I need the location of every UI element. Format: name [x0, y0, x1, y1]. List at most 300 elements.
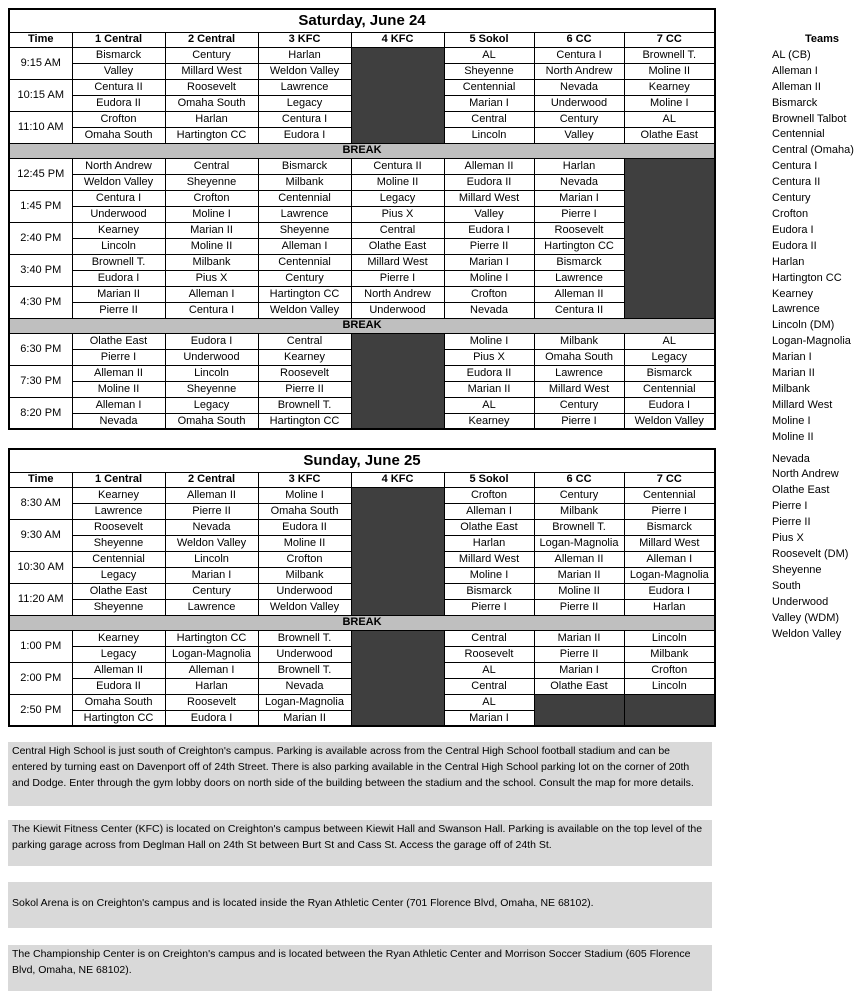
- team-cell: Crofton: [258, 551, 351, 567]
- team-cell: Marian I: [165, 567, 258, 583]
- team-cell: Logan-Magnolia: [624, 567, 715, 583]
- time-slot: 11:10 AM: [9, 111, 72, 143]
- game-row: [9, 47, 715, 63]
- col-header-court: 3 KFC: [258, 472, 351, 487]
- team-cell: Lincoln: [72, 238, 165, 254]
- team-cell: Hartington CC: [258, 413, 351, 429]
- team-cell: Milbank: [258, 567, 351, 583]
- team-cell: Centura I: [72, 190, 165, 206]
- team-cell: Alleman II: [444, 158, 534, 174]
- col-header-court: 1 Central: [72, 472, 165, 487]
- team-cell: Roosevelt: [444, 646, 534, 662]
- team-cell: Millard West: [165, 63, 258, 79]
- col-header-time: Time: [9, 32, 72, 47]
- team-cell: Sheyenne: [165, 174, 258, 190]
- time-slot: 7:30 PM: [9, 365, 72, 397]
- break-label: BREAK: [9, 615, 715, 630]
- time-slot: 2:40 PM: [9, 222, 72, 254]
- unused-court-cell: [624, 158, 715, 318]
- team-list-item: Olathe East: [772, 484, 830, 497]
- team-cell: Weldon Valley: [258, 599, 351, 615]
- team-cell: Legacy: [72, 567, 165, 583]
- sokol-note: Sokol Arena is on Creighton's campus and is located inside the Ryan Athletic Center (701 Florence Blvd, Omaha, NE 68102).: [8, 882, 712, 928]
- team-cell: Milbank: [624, 646, 715, 662]
- team-cell: Central: [351, 222, 444, 238]
- team-cell: Millard West: [444, 190, 534, 206]
- team-cell: Harlan: [624, 599, 715, 615]
- team-cell: Nevada: [165, 519, 258, 535]
- team-cell: Marian II: [165, 222, 258, 238]
- team-cell: Nevada: [444, 302, 534, 318]
- team-cell: Centura II: [72, 79, 165, 95]
- team-cell: Underwood: [72, 206, 165, 222]
- team-cell: Moline I: [624, 95, 715, 111]
- team-cell: Crofton: [444, 286, 534, 302]
- col-header-court: 3 KFC: [258, 32, 351, 47]
- sunday-schedule-table: [8, 448, 716, 727]
- team-cell: Moline II: [534, 583, 624, 599]
- team-cell: Roosevelt: [165, 79, 258, 95]
- team-cell: Roosevelt: [534, 222, 624, 238]
- col-header-court: 1 Central: [72, 32, 165, 47]
- team-cell: Kearney: [624, 79, 715, 95]
- team-cell: Omaha South: [165, 95, 258, 111]
- team-list-item: Weldon Valley: [772, 627, 842, 640]
- team-cell: Moline I: [444, 333, 534, 349]
- time-slot: 11:20 AM: [9, 583, 72, 615]
- team-list-item: Moline II: [772, 430, 814, 443]
- team-cell: Legacy: [624, 349, 715, 365]
- team-cell: Alleman I: [165, 662, 258, 678]
- team-cell: Brownell T.: [258, 397, 351, 413]
- team-cell: Brownell T.: [258, 630, 351, 646]
- team-cell: Centennial: [444, 79, 534, 95]
- team-cell: Underwood: [351, 302, 444, 318]
- unused-court-cell: [624, 694, 715, 726]
- game-row: [9, 487, 715, 503]
- championship-center-note: The Championship Center is on Creighton's campus and is located between the Ryan Athletic Center and Morrison Soccer Stadium (605 Florence Blvd, Omaha, NE 68102).: [8, 945, 712, 991]
- team-cell: Lawrence: [258, 206, 351, 222]
- team-list-item: Bismarck: [772, 96, 818, 109]
- team-cell: Kearney: [258, 349, 351, 365]
- team-cell: Omaha South: [72, 127, 165, 143]
- team-list-item: Centura I: [772, 160, 818, 173]
- team-cell: Alleman I: [444, 503, 534, 519]
- team-cell: Hartington CC: [72, 710, 165, 726]
- team-cell: Underwood: [165, 349, 258, 365]
- time-slot: 1:45 PM: [9, 190, 72, 222]
- team-cell: Alleman I: [72, 397, 165, 413]
- team-cell: Eudora I: [444, 222, 534, 238]
- team-cell: Weldon Valley: [624, 413, 715, 429]
- time-slot: 2:00 PM: [9, 662, 72, 694]
- time-slot: 9:30 AM: [9, 519, 72, 551]
- col-header-court: 6 CC: [534, 32, 624, 47]
- col-header-court: 2 Central: [165, 472, 258, 487]
- team-list-item: Pius X: [772, 532, 804, 545]
- time-slot: 3:40 PM: [9, 254, 72, 286]
- team-cell: Alleman I: [258, 238, 351, 254]
- team-cell: Crofton: [624, 662, 715, 678]
- time-slot: 8:20 PM: [9, 397, 72, 429]
- team-cell: Centennial: [72, 551, 165, 567]
- team-cell: Moline II: [72, 381, 165, 397]
- team-cell: Marian I: [444, 710, 534, 726]
- team-cell: Pierre II: [444, 238, 534, 254]
- time-slot: 1:00 PM: [9, 630, 72, 662]
- team-cell: Century: [534, 111, 624, 127]
- team-cell: AL: [624, 333, 715, 349]
- team-cell: Pius X: [165, 270, 258, 286]
- time-slot: 2:50 PM: [9, 694, 72, 726]
- game-row: [9, 302, 715, 318]
- team-cell: Omaha South: [534, 349, 624, 365]
- team-cell: Lincoln: [624, 678, 715, 694]
- game-row: [9, 158, 715, 174]
- team-cell: Hartington CC: [165, 127, 258, 143]
- col-header-court: 5 Sokol: [444, 472, 534, 487]
- team-cell: Roosevelt: [258, 365, 351, 381]
- team-cell: Crofton: [72, 111, 165, 127]
- team-cell: Pierre I: [72, 349, 165, 365]
- game-row: [9, 190, 715, 206]
- team-cell: AL: [444, 397, 534, 413]
- team-cell: Marian II: [72, 286, 165, 302]
- team-cell: Bismarck: [624, 519, 715, 535]
- team-cell: Century: [165, 47, 258, 63]
- team-cell: Lawrence: [165, 599, 258, 615]
- time-slot: 9:15 AM: [9, 47, 72, 79]
- team-cell: Centura II: [534, 302, 624, 318]
- team-cell: Pierre II: [165, 503, 258, 519]
- team-cell: Pius X: [351, 206, 444, 222]
- team-cell: Alleman II: [534, 551, 624, 567]
- team-cell: Marian II: [534, 567, 624, 583]
- unused-court-cell: [534, 694, 624, 726]
- unused-court-cell: [351, 630, 444, 726]
- team-cell: North Andrew: [72, 158, 165, 174]
- team-cell: Eudora I: [165, 333, 258, 349]
- team-cell: Harlan: [534, 158, 624, 174]
- team-cell: Weldon Valley: [72, 174, 165, 190]
- team-cell: Logan-Magnolia: [165, 646, 258, 662]
- team-cell: Marian I: [444, 95, 534, 111]
- team-cell: North Andrew: [534, 63, 624, 79]
- team-cell: Underwood: [534, 95, 624, 111]
- team-list-item: AL (CB): [772, 48, 811, 61]
- team-cell: Underwood: [258, 583, 351, 599]
- team-cell: Sheyenne: [72, 535, 165, 551]
- team-cell: Moline II: [351, 174, 444, 190]
- team-cell: Valley: [72, 63, 165, 79]
- team-cell: Lincoln: [165, 365, 258, 381]
- team-cell: Centennial: [624, 381, 715, 397]
- team-cell: Moline I: [258, 487, 351, 503]
- team-cell: Alleman II: [534, 286, 624, 302]
- team-cell: Eudora II: [72, 678, 165, 694]
- unused-court-cell: [351, 333, 444, 429]
- team-cell: Centura I: [258, 111, 351, 127]
- team-cell: Lincoln: [165, 551, 258, 567]
- team-cell: Lawrence: [258, 79, 351, 95]
- team-cell: Legacy: [72, 646, 165, 662]
- team-cell: Century: [534, 487, 624, 503]
- team-cell: Millard West: [444, 551, 534, 567]
- team-cell: Alleman II: [72, 662, 165, 678]
- team-cell: Harlan: [165, 678, 258, 694]
- time-slot: 10:15 AM: [9, 79, 72, 111]
- team-cell: Century: [165, 583, 258, 599]
- kfc-note: The Kiewit Fitness Center (KFC) is located on Creighton's campus between Kiewit Hall and Swanson Hall. Parking is available on the top level of the parking garage across from Deglman Hall on 24th St between Burt St and Cass St. Access the garage off of 24th St.: [8, 820, 712, 866]
- col-header-court: 7 CC: [624, 472, 715, 487]
- team-list-item: Underwood: [772, 595, 829, 608]
- team-list-item: Nevada: [772, 452, 810, 465]
- team-list-item: Century: [772, 192, 811, 205]
- unused-court-cell: [351, 487, 444, 615]
- team-cell: Olathe East: [444, 519, 534, 535]
- team-cell: Eudora I: [72, 270, 165, 286]
- team-cell: Sheyenne: [444, 63, 534, 79]
- team-cell: Millard West: [624, 535, 715, 551]
- team-list-item: Lincoln (DM): [772, 319, 835, 332]
- team-cell: Eudora II: [444, 365, 534, 381]
- time-slot: 12:45 PM: [9, 158, 72, 190]
- team-list-item: Lawrence: [772, 303, 820, 316]
- col-header-court: 4 KFC: [351, 472, 444, 487]
- team-cell: Eudora II: [258, 519, 351, 535]
- team-cell: Central: [258, 333, 351, 349]
- team-cell: Moline I: [165, 206, 258, 222]
- teams-list: [772, 32, 862, 642]
- team-cell: Bismarck: [534, 254, 624, 270]
- team-list-item: Brownell Talbot: [772, 112, 847, 125]
- team-cell: Pierre I: [534, 206, 624, 222]
- team-cell: Omaha South: [72, 694, 165, 710]
- team-cell: Bismarck: [258, 158, 351, 174]
- team-cell: Bismarck: [624, 365, 715, 381]
- team-cell: Hartington CC: [258, 286, 351, 302]
- team-cell: Central: [444, 111, 534, 127]
- team-list-item: Marian I: [772, 351, 812, 364]
- team-list-item: Pierre I: [772, 500, 808, 513]
- team-list-item: Pierre II: [772, 516, 811, 529]
- team-cell: Centura II: [351, 158, 444, 174]
- team-cell: Pierre I: [351, 270, 444, 286]
- team-cell: Olathe East: [351, 238, 444, 254]
- team-cell: Alleman I: [624, 551, 715, 567]
- team-cell: Eudora II: [444, 174, 534, 190]
- team-list-item: Millard West: [772, 398, 833, 411]
- team-cell: Crofton: [444, 487, 534, 503]
- team-cell: Moline I: [444, 567, 534, 583]
- team-cell: Lawrence: [72, 503, 165, 519]
- team-cell: Sheyenne: [72, 599, 165, 615]
- col-header-court: 5 Sokol: [444, 32, 534, 47]
- team-cell: Sheyenne: [165, 381, 258, 397]
- team-cell: Milbank: [258, 174, 351, 190]
- team-list-item: Eudora I: [772, 223, 814, 236]
- team-cell: Kearney: [72, 222, 165, 238]
- team-cell: Logan-Magnolia: [258, 694, 351, 710]
- team-list-item: Milbank: [772, 382, 810, 395]
- team-list-item: Crofton: [772, 207, 809, 220]
- team-cell: Kearney: [444, 413, 534, 429]
- team-cell: Pius X: [444, 349, 534, 365]
- team-list-item: Marian II: [772, 367, 815, 380]
- team-cell: Moline II: [624, 63, 715, 79]
- team-list-item: Kearney: [772, 287, 813, 300]
- team-list-item: Central (Omaha): [772, 144, 854, 157]
- team-list-item: Harlan: [772, 255, 805, 268]
- team-cell: Pierre II: [258, 381, 351, 397]
- team-list-item: Moline I: [772, 414, 811, 427]
- sunday-schedule-body: [9, 487, 715, 726]
- team-cell: Century: [534, 397, 624, 413]
- team-cell: Weldon Valley: [165, 535, 258, 551]
- team-cell: Central: [444, 678, 534, 694]
- break-label: BREAK: [9, 143, 715, 158]
- time-slot: 4:30 PM: [9, 286, 72, 318]
- col-header-court: 2 Central: [165, 32, 258, 47]
- team-cell: Marian I: [534, 662, 624, 678]
- team-cell: Omaha South: [165, 413, 258, 429]
- team-cell: AL: [624, 111, 715, 127]
- col-header-court: 4 KFC: [351, 32, 444, 47]
- team-cell: Brownell T.: [534, 519, 624, 535]
- team-cell: Hartington CC: [165, 630, 258, 646]
- team-cell: Century: [258, 270, 351, 286]
- team-cell: Pierre II: [72, 302, 165, 318]
- team-cell: Harlan: [258, 47, 351, 63]
- team-cell: Marian II: [258, 710, 351, 726]
- team-cell: Centennial: [624, 487, 715, 503]
- team-cell: Lincoln: [444, 127, 534, 143]
- team-cell: Moline II: [165, 238, 258, 254]
- team-cell: Millard West: [534, 381, 624, 397]
- game-row: [9, 254, 715, 270]
- team-list-item: Sheyenne: [772, 563, 822, 576]
- team-cell: AL: [444, 694, 534, 710]
- team-cell: Pierre II: [534, 646, 624, 662]
- team-cell: Harlan: [165, 111, 258, 127]
- team-cell: Roosevelt: [165, 694, 258, 710]
- team-cell: Brownell T.: [258, 662, 351, 678]
- team-cell: Milbank: [534, 333, 624, 349]
- team-cell: Logan-Magnolia: [534, 535, 624, 551]
- team-cell: Eudora I: [165, 710, 258, 726]
- team-cell: Eudora I: [624, 583, 715, 599]
- team-cell: Omaha South: [258, 503, 351, 519]
- time-slot: 8:30 AM: [9, 487, 72, 519]
- team-cell: Brownell T.: [72, 254, 165, 270]
- team-cell: Legacy: [351, 190, 444, 206]
- team-cell: Olathe East: [534, 678, 624, 694]
- team-cell: Lincoln: [624, 630, 715, 646]
- team-cell: Crofton: [165, 190, 258, 206]
- team-cell: Weldon Valley: [258, 63, 351, 79]
- team-cell: Bismarck: [72, 47, 165, 63]
- team-list-item: North Andrew: [772, 468, 839, 481]
- team-cell: Marian I: [444, 254, 534, 270]
- team-cell: Legacy: [258, 95, 351, 111]
- team-cell: Moline II: [258, 535, 351, 551]
- team-cell: Lawrence: [534, 270, 624, 286]
- team-cell: Nevada: [534, 174, 624, 190]
- team-cell: Kearney: [72, 630, 165, 646]
- saturday-title: Saturday, June 24: [9, 9, 715, 32]
- teams-group-1: [772, 48, 862, 446]
- team-cell: Millard West: [351, 254, 444, 270]
- game-row: [9, 333, 715, 349]
- team-cell: Pierre I: [624, 503, 715, 519]
- team-list-item: South: [772, 579, 801, 592]
- game-row: [9, 270, 715, 286]
- team-cell: Marian I: [534, 190, 624, 206]
- team-list-item: Alleman I: [772, 64, 818, 77]
- team-cell: Centennial: [258, 190, 351, 206]
- team-cell: Harlan: [444, 535, 534, 551]
- break-row: [9, 615, 715, 630]
- team-cell: Pierre II: [534, 599, 624, 615]
- team-cell: Olathe East: [72, 583, 165, 599]
- game-row: [9, 222, 715, 238]
- time-slot: 6:30 PM: [9, 333, 72, 365]
- game-row: [9, 174, 715, 190]
- team-cell: Weldon Valley: [258, 302, 351, 318]
- team-cell: Marian II: [444, 381, 534, 397]
- team-cell: Moline I: [444, 270, 534, 286]
- team-cell: Alleman II: [165, 487, 258, 503]
- team-cell: Kearney: [72, 487, 165, 503]
- team-list-item: Logan-Magnolia: [772, 335, 851, 348]
- team-cell: Nevada: [534, 79, 624, 95]
- team-cell: Eudora I: [624, 397, 715, 413]
- team-cell: Alleman I: [165, 286, 258, 302]
- team-cell: Nevada: [258, 678, 351, 694]
- col-header-court: 7 CC: [624, 32, 715, 47]
- team-cell: Centennial: [258, 254, 351, 270]
- col-header-time: Time: [9, 472, 72, 487]
- game-row: [9, 286, 715, 302]
- central-hs-note: Central High School is just south of Creighton's campus. Parking is available across from the Central High School football stadium and can be entered by turning east on Davenport off of 24th Street. There is also parking available in the Central High School parking lot on the corner of 20th and Dodge. Enter through the gym lobby doors on north side of the building between the stadium and the school. Consult the map for more details.: [8, 742, 712, 806]
- team-cell: Centura I: [534, 47, 624, 63]
- break-row: [9, 143, 715, 158]
- team-cell: Centura I: [165, 302, 258, 318]
- team-list-item: Alleman II: [772, 80, 821, 93]
- team-cell: AL: [444, 47, 534, 63]
- team-cell: Eudora II: [72, 95, 165, 111]
- team-cell: Lawrence: [534, 365, 624, 381]
- team-cell: Milbank: [534, 503, 624, 519]
- team-cell: Sheyenne: [258, 222, 351, 238]
- team-cell: Eudora I: [258, 127, 351, 143]
- team-list-item: Centura II: [772, 176, 821, 189]
- game-row: [9, 630, 715, 646]
- team-cell: Olathe East: [72, 333, 165, 349]
- unused-court-cell: [351, 47, 444, 143]
- team-cell: Olathe East: [624, 127, 715, 143]
- team-list-item: Centennial: [772, 128, 825, 141]
- saturday-schedule-body: [9, 47, 715, 429]
- team-cell: Hartington CC: [534, 238, 624, 254]
- saturday-schedule-table: [8, 8, 716, 430]
- team-cell: Legacy: [165, 397, 258, 413]
- team-cell: Central: [165, 158, 258, 174]
- team-cell: Central: [444, 630, 534, 646]
- team-cell: Marian II: [534, 630, 624, 646]
- team-cell: Brownell T.: [624, 47, 715, 63]
- team-cell: Valley: [534, 127, 624, 143]
